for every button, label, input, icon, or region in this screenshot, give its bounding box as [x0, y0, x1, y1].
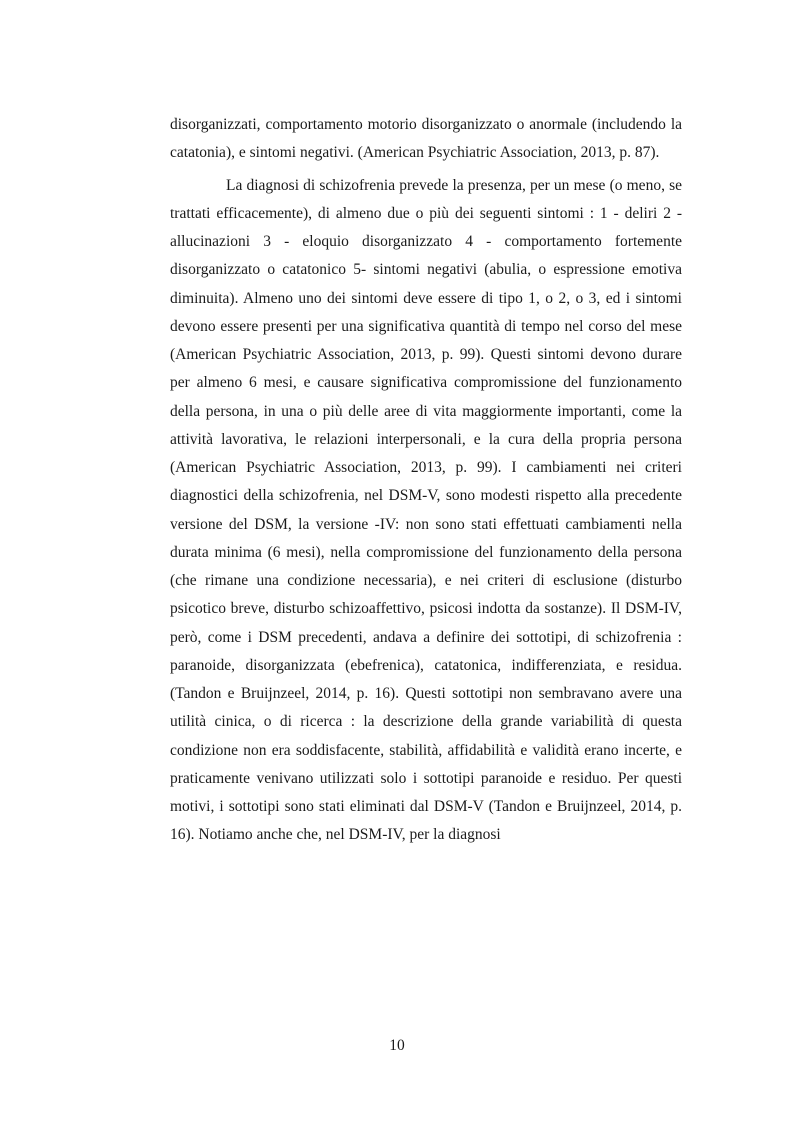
paragraph-schizophrenia-diagnosis: La diagnosi di schizofrenia prevede la presenza, per un mese (o meno, se trattati efficacemente), di almeno due o più dei seguenti sintomi : 1 - deliri 2 - allucinazioni 3 - eloquio disorganizzato 4 - comportamento fortemente disorganizzato o catatonico 5- sintomi negativi (abulia, o espressione emotiva diminuita). Almeno uno dei sintomi deve essere di tipo 1, o 2, o 3, ed i sintomi devono essere presenti per una significativa quantità di tempo nel corso del mese (American Psychiatric Association, 2013, p. 99). Questi sintomi devono durare per almeno 6 mesi, e causare significativa compromissione del funzionamento della persona, in una o più delle aree di vita maggiormente importanti, come la attività lavorativa, le relazioni interpersonali, e la cura della propria persona (American Psychiatric Association, 2013, p. 99). I cambiamenti nei criteri diagnostici della schizofrenia, nel DSM-V, sono modesti rispetto alla precedente versione del DSM, la versione -IV: non sono stati effettuati cambiamenti nella durata minima (6 mesi), nella compromissione del funzionamento della persona (che rimane una condizione necessaria), e nei criteri di esclusione (disturbo psicotico breve, disturbo schizoaffettivo, psicosi indotta da sostanze). Il DSM-IV, però, come i DSM precedenti, andava a definire dei sottotipi, di schizofrenia : paranoide, disorganizzata (ebefrenica), catatonica, indifferenziata, e residua. (Tandon e Bruijnzeel, 2014, p. 16). Questi sottotipi non sembravano avere una utilità cinica, o di ricerca : la descrizione della grande variabilità di questa condizione non era soddisfacente, stabilità, affidabilità e validità erano incerte, e praticamente venivano utilizzati solo i sottotipi paranoide e residuo. Per questi motivi, i sottotipi sono stati eliminati dal DSM-V (Tandon e Bruijnzeel, 2014, p. 16). Notiamo anche che, nel DSM-IV, per la diagnosi — [170, 176, 682, 844]
body-text — [170, 111, 682, 850]
paragraph-continuation: disorganizzati, comportamento motorio disorganizzato o anormale (includendo la catatonia), e sintomi negativi. (American Psychiatric Association, 2013, p. 87). — [170, 116, 682, 162]
page-number: 10 — [389, 1037, 405, 1054]
